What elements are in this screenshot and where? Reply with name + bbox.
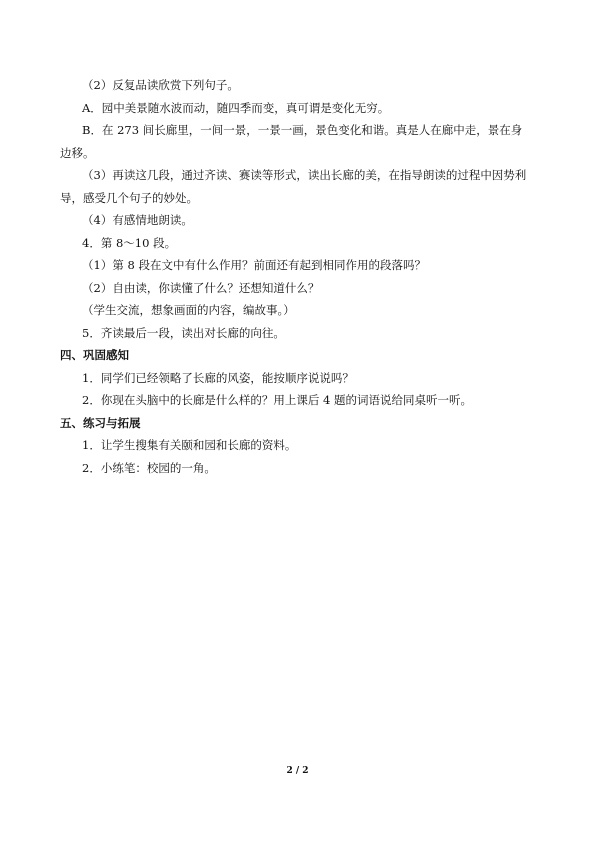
text-line: （学生交流，想象画面的内容，编故事。） [82, 303, 295, 317]
text-line: （4）有感情地朗读。 [82, 213, 193, 227]
text-line: 1．让学生搜集有关颐和园和长廊的资料。 [82, 438, 297, 452]
text-line: 2．小练笔：校园的一角。 [82, 460, 216, 475]
text-line: 4．第 8～10 段。 [82, 235, 177, 250]
text-line: （3）再读这几段，通过齐读、赛读等形式，读出长廊的美，在指导朗读的过程中因势利 [82, 168, 527, 182]
text-line: （1）第 8 段在文中有什么作用？前面还有起到相同作用的段落吗？ [82, 258, 426, 272]
text-line: 1．同学们已经领略了长廊的风姿，能按顺序说说吗？ [82, 370, 354, 385]
text-line: 5．齐读最后一段，读出对长廊的向往。 [82, 325, 285, 340]
text-line: （2）自由读，你读懂了什么？还想知道什么？ [82, 280, 320, 295]
section-heading: 四、巩固感知 [60, 348, 129, 362]
page-number: 2 / 2 [286, 766, 309, 776]
text-line: 边移。 [60, 145, 95, 160]
page-body [60, 74, 530, 479]
section-heading: 五、练习与拓展 [60, 415, 141, 430]
text-line: 2．你现在头脑中的长廊是什么样的？用上课后 4 题的词语说给同桌听一听。 [82, 393, 472, 407]
text-line: A．园中美景随水波而动，随四季而变，真可谓是变化无穷。 [82, 100, 390, 115]
text-line: 导，感受几个句子的妙处。 [60, 190, 198, 205]
text-line: B．在 273 间长廊里，一间一景，一景一画，景色变化和谐。真是人在廊中走，景在身 [82, 123, 523, 137]
text-line: （2）反复品读欣赏下列句子。 [82, 78, 239, 92]
